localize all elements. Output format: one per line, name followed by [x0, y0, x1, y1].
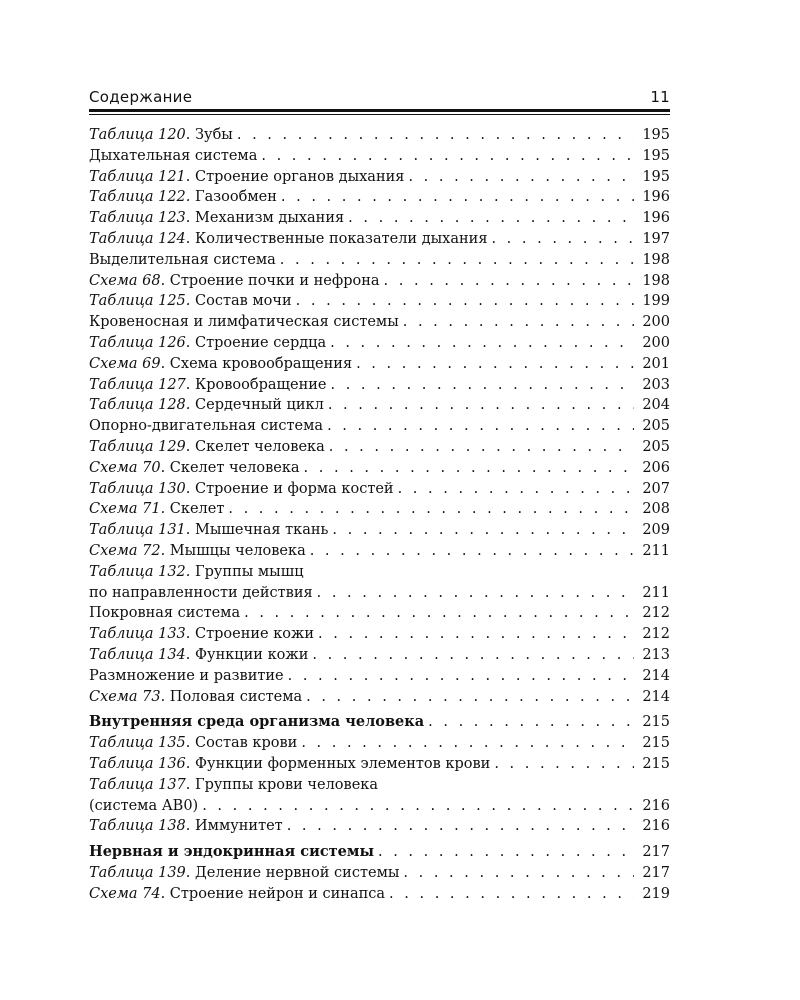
entry-label: Схема 70.	[89, 459, 166, 476]
toc-entry	[89, 395, 670, 416]
dot-leader	[424, 712, 634, 733]
entry-page: 215	[642, 755, 670, 772]
toc-entry	[89, 125, 670, 146]
dot-leader	[300, 458, 634, 479]
dot-leader	[399, 863, 634, 884]
entry-page: 196	[642, 210, 670, 227]
entry-page: 197	[642, 230, 670, 247]
toc-entry	[89, 884, 670, 905]
entry-page: 207	[642, 480, 670, 497]
dot-leader	[404, 167, 634, 188]
dot-leader	[302, 687, 634, 708]
entry-title: Покровная система	[89, 605, 241, 622]
entry-label: Таблица 127.	[89, 376, 191, 393]
running-header-title: Содержание	[89, 88, 193, 106]
entry-label: Таблица 139.	[89, 864, 191, 881]
entry-title: Функции кожи	[190, 646, 309, 663]
dot-leader	[283, 816, 634, 837]
entry-label: Таблица 120.	[89, 127, 191, 143]
entry-page: 215	[642, 735, 670, 752]
entry-label: Таблица 126.	[89, 334, 191, 351]
entry-page: 201	[642, 355, 670, 372]
dot-leader	[308, 645, 634, 666]
entry-page: 211	[642, 542, 670, 559]
entry-title: Зубы	[190, 127, 233, 143]
toc-entry	[89, 775, 670, 796]
entry-page: 205	[642, 438, 670, 455]
toc-page	[89, 88, 670, 904]
toc-entry	[89, 291, 670, 312]
entry-label: Схема 73.	[89, 688, 166, 705]
toc-entry	[89, 499, 670, 520]
entry-title: Размножение и развитие	[89, 667, 284, 684]
toc-entry	[89, 375, 670, 396]
entry-title: Кровообращение	[190, 376, 327, 393]
entry-label: Таблица 138.	[89, 818, 191, 835]
toc-entry	[89, 333, 670, 354]
entry-title: Схема кровообращения	[165, 355, 353, 372]
entry-page: 212	[642, 605, 670, 622]
dot-leader	[326, 333, 634, 354]
dot-leader	[306, 541, 634, 562]
toc-entry	[89, 687, 670, 708]
dot-leader	[198, 796, 634, 817]
toc-entry	[89, 271, 670, 292]
entry-title: Механизм дыхания	[190, 210, 345, 227]
entry-title: Группы крови человека	[190, 776, 378, 793]
toc-list	[89, 125, 670, 904]
entry-title: Строение и форма костей	[190, 480, 394, 497]
toc-entry	[89, 250, 670, 271]
dot-leader	[374, 842, 634, 863]
toc-entry	[89, 583, 670, 604]
dot-leader	[240, 603, 634, 624]
toc-entry	[89, 562, 670, 583]
toc-entry	[89, 796, 670, 817]
entry-title: Внутренняя среда организма человека	[89, 713, 425, 731]
toc-entry	[89, 624, 670, 645]
entry-title: Сердечный цикл	[190, 397, 324, 414]
dot-leader	[394, 479, 634, 500]
entry-label: Таблица 137.	[89, 776, 191, 793]
entry-page: 200	[642, 314, 670, 331]
toc-entry	[89, 354, 670, 375]
entry-page: 209	[642, 522, 670, 539]
toc-entry	[89, 146, 670, 167]
toc-entry	[89, 733, 670, 754]
toc-entry	[89, 437, 670, 458]
entry-title: Кровеносная и лимфатическая системы	[89, 314, 399, 331]
entry-label: Таблица 128.	[89, 397, 191, 414]
toc-entry	[89, 520, 670, 541]
entry-page: 208	[642, 501, 670, 518]
entry-title: Половая система	[165, 688, 303, 705]
entry-title: Строение органов дыхания	[190, 168, 405, 185]
entry-page: 198	[642, 272, 670, 289]
page-number: 11	[650, 88, 670, 106]
entry-title: Скелет	[165, 501, 225, 518]
toc-entry	[89, 754, 670, 775]
entry-page: 199	[642, 293, 670, 310]
entry-page: 211	[642, 584, 670, 601]
entry-page: 196	[642, 189, 670, 206]
header-rule-thin	[89, 114, 670, 115]
entry-label: Схема 69.	[89, 355, 166, 372]
entry-label: Таблица 131.	[89, 522, 191, 539]
entry-title: Газообмен	[190, 189, 277, 206]
dot-leader	[297, 733, 634, 754]
entry-page: 214	[642, 667, 670, 684]
toc-section-entry	[89, 842, 670, 863]
entry-title: Строение сердца	[190, 334, 327, 351]
entry-title: Нервная и эндокринная системы	[89, 843, 374, 861]
dot-leader	[233, 125, 634, 146]
entry-title: Группы мышц	[190, 563, 304, 580]
dot-leader	[328, 520, 634, 541]
entry-label: Таблица 134.	[89, 646, 191, 663]
entry-title: Функции форменных элементов крови	[190, 755, 491, 772]
entry-page: 215	[642, 714, 670, 731]
entry-page: 195	[642, 147, 670, 164]
entry-page: 219	[642, 885, 670, 902]
entry-label: Таблица 129.	[89, 438, 191, 455]
toc-entry	[89, 229, 670, 250]
entry-page: 216	[642, 797, 670, 814]
entry-page: 217	[642, 844, 670, 861]
dot-leader	[284, 666, 634, 687]
entry-title: Количественные показатели дыхания	[190, 230, 488, 247]
dot-leader	[313, 583, 634, 604]
dot-leader	[324, 395, 634, 416]
entry-label: Таблица 125.	[89, 293, 191, 310]
entry-page: 195	[642, 168, 670, 185]
entry-page: 200	[642, 334, 670, 351]
entry-page: 213	[642, 646, 670, 663]
entry-label: Таблица 123.	[89, 210, 191, 227]
entry-page: 212	[642, 626, 670, 643]
toc-entry	[89, 312, 670, 333]
entry-label: Схема 68.	[89, 272, 166, 289]
dot-leader	[490, 754, 634, 775]
dot-leader	[352, 354, 634, 375]
entry-label: Таблица 121.	[89, 168, 191, 185]
entry-title: Состав мочи	[190, 293, 292, 310]
dot-leader	[276, 250, 634, 271]
dot-leader	[292, 291, 634, 312]
entry-page: 198	[642, 251, 670, 268]
entry-label: Таблица 135.	[89, 735, 191, 752]
entry-title: Скелет человека	[165, 459, 300, 476]
entry-page: 205	[642, 418, 670, 435]
entry-title: Состав крови	[190, 735, 298, 752]
toc-entry	[89, 187, 670, 208]
entry-title: Мышцы человека	[165, 542, 306, 559]
toc-entry	[89, 167, 670, 188]
dot-leader	[380, 271, 634, 292]
toc-entry	[89, 816, 670, 837]
dot-leader	[257, 146, 634, 167]
dot-leader	[224, 499, 634, 520]
toc-entry	[89, 541, 670, 562]
toc-entry	[89, 416, 670, 437]
dot-leader	[325, 437, 634, 458]
entry-title: Строение нейрон и синапса	[165, 885, 386, 902]
entry-page: 195	[642, 127, 670, 143]
dot-leader	[327, 375, 635, 396]
entry-page: 206	[642, 459, 670, 476]
dot-leader	[323, 416, 634, 437]
entry-title: Строение почки и нефрона	[165, 272, 380, 289]
toc-entry	[89, 458, 670, 479]
entry-label: Таблица 130.	[89, 480, 191, 497]
entry-title: по направленности действия	[89, 584, 313, 601]
running-header	[89, 88, 670, 109]
toc-entry	[89, 645, 670, 666]
entry-label: Таблица 122.	[89, 189, 191, 206]
entry-label: Таблица 132.	[89, 563, 191, 580]
dot-leader	[487, 229, 634, 250]
toc-entry	[89, 666, 670, 687]
toc-entry	[89, 479, 670, 500]
entry-title: Деление нервной системы	[190, 864, 400, 881]
entry-label: Таблица 136.	[89, 755, 191, 772]
dot-leader	[314, 624, 634, 645]
dot-leader	[399, 312, 634, 333]
toc-section-entry	[89, 712, 670, 733]
entry-title: Опорно-двигательная система	[89, 418, 324, 435]
toc-entry	[89, 863, 670, 884]
entry-label: Схема 72.	[89, 542, 166, 559]
dot-leader	[277, 187, 634, 208]
entry-page: 203	[642, 376, 670, 393]
entry-page: 214	[642, 688, 670, 705]
dot-leader	[385, 884, 634, 905]
entry-label: Таблица 124.	[89, 230, 191, 247]
toc-entry	[89, 603, 670, 624]
entry-page: 216	[642, 818, 670, 835]
entry-title: Иммунитет	[190, 818, 283, 835]
entry-title: Скелет человека	[190, 438, 325, 455]
entry-title: Строение кожи	[190, 626, 315, 643]
entry-title: (система АВ0)	[89, 797, 199, 814]
entry-title: Выделительная система	[89, 251, 276, 268]
entry-label: Схема 71.	[89, 501, 166, 518]
toc-entry	[89, 208, 670, 229]
entry-label: Схема 74.	[89, 885, 166, 902]
entry-title: Дыхательная система	[89, 147, 258, 164]
dot-leader	[344, 208, 634, 229]
entry-page: 217	[642, 864, 670, 881]
entry-title: Мышечная ткань	[190, 522, 329, 539]
entry-label: Таблица 133.	[89, 626, 191, 643]
entry-page: 204	[642, 397, 670, 414]
